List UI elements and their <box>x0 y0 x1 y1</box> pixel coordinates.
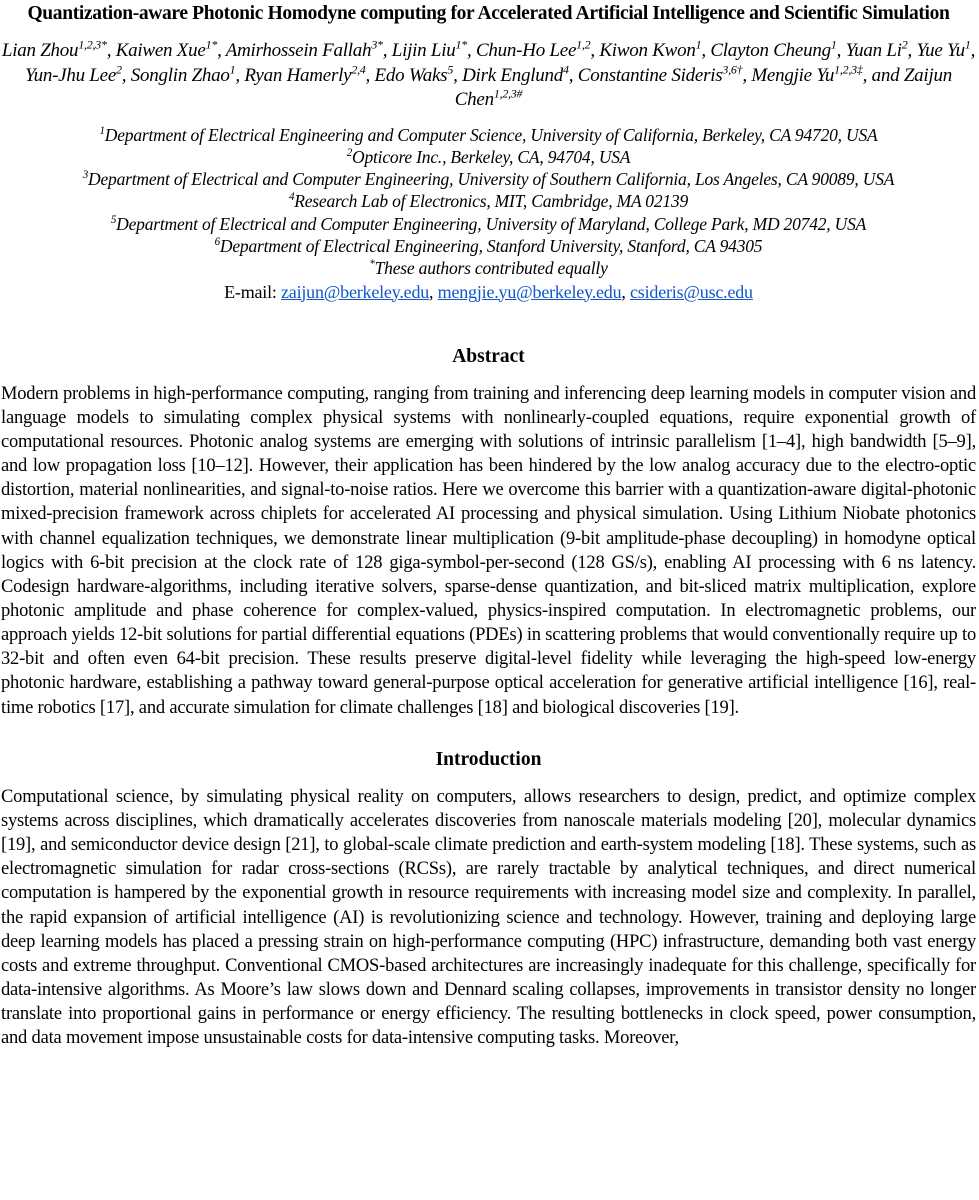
email-label: E-mail: <box>224 281 281 302</box>
paper-title: Quantization-aware Photonic Homodyne computing for Accelerated Artificial Intelligence and Scientific Simulation <box>27 3 950 24</box>
author-superscript: 1 <box>695 37 702 52</box>
author: Constantine Sideris$^{3,6\dagger}$ <box>577 62 743 86</box>
author: and Zaijun Chen$^{1,2,3\#}$ <box>454 64 952 110</box>
affiliation-list <box>1 124 976 258</box>
author-superscript: 1* <box>455 37 467 52</box>
author-superscript: 1* <box>205 37 218 52</box>
affiliation: $^3$Department of Electrical and Computer Engineering, University of Southern California, Los Angeles, CA 90089, USA <box>82 169 895 190</box>
author-list: Lian Zhou$^{1,2,3*}$, Kaiwen Xue$^{1*}$, Amirhossein Fallah$^{3*}$, Lijin Liu$^{1*}$, Chun-Ho Lee$^{1,2}$, Kiwon Kwon$^1$, Clayton Cheung$^1$, Yuan Li$^2$, Yue Yu$^1$, Yun-Jhu Lee$^2$, Songlin Zhao$^1$, Ryan Hamerly$^{2,4}$, Edo Waks$^5$, Dirk Englund$^4$, Constantine Sideris$^{3,6\dagger}$, Mengjie $Yu^{1,2,3\ddagger}$, and Zaijun Chen$^{1,2,3\#}$ <box>1 37 976 110</box>
author-superscript: 1,2,3# <box>493 86 523 101</box>
author-superscript: 1,2 <box>576 37 591 52</box>
author-superscript: 2 <box>901 37 908 52</box>
introduction-heading: Introduction <box>435 748 542 770</box>
author: Lian Zhou$^{1,2,3*}$ <box>1 37 107 61</box>
affiliation: $^4$Research Lab of Electronics, MIT, Cambridge, MA 02139 <box>288 191 689 212</box>
author: Amirhossein Fallah$^{3*}$ <box>225 37 383 61</box>
affiliation-superscript: 3 <box>82 169 89 182</box>
abstract-text: Modern problems in high-performance computing, ranging from training and inferencing deep learning models in computer vision and language models to simulating complex physical systems with nonlinearly-coupled equations, require exponential growth of computational resources. Photonic analog systems are emerging with solutions of intrinsic parallelism [1–4], high bandwidth [5–9], and low propagation loss [10–12]. However, their application has been hindered by the low analog accuracy due to the electro-optic distortion, material nonlinearities, and signal-to-noise ratios. Here we overcome this barrier with a quantization-aware digital-photonic mixed-precision framework across chiplets for accelerated AI processing and physical simulation. Using Lithium Niobate photonics with channel equalization techniques, we demonstrate linear multiplication (9-bit amplitude-phase decoupling) in homodyne optical logics with 6-bit precision at the clock rate of 128 giga-symbol-per-second (128 GS/s), enabling AI processing with 6 ns latency. Codesign hardware-algorithms, including iterative solvers, sparse-dense quantization, and bit-sliced matrix multiplication, explore photonic amplitude and phase coherence for complex-valued, physics-inspired computation. In electromagnetic problems, our approach yields 12-bit solutions for partial differential equations (PDEs) in scattering problems that would conventionally require up to 32-bit and often even 64-bit precision. These results preserve digital-level fidelity while leveraging the high-speed low-energy photonic hardware, establishing a pathway toward general-purpose optical acceleration for generative artificial intelligence [16], real-time robotics [17], and accurate simulation for climate challenges [18] and biological discoveries [19]. <box>1 383 976 718</box>
affiliation: $^6$Department of Electrical Engineering, Stanford University, Stanford, CA 94305 <box>214 235 763 256</box>
author: Clayton Cheung$^1$ <box>710 37 837 61</box>
author-superscript: 1 <box>229 62 236 77</box>
email-link[interactable]: mengjie.yu@berkeley.edu <box>437 281 622 302</box>
author-superscript: 3* <box>371 37 383 52</box>
email-line <box>1 280 976 305</box>
author: Yue Yu$^1$ <box>916 37 971 61</box>
equal-contribution-superscript: * <box>369 258 375 271</box>
email-link[interactable]: csideris@usc.edu <box>630 281 753 302</box>
affiliation-superscript: 4 <box>288 191 295 204</box>
author: Dirk Englund$^4$ <box>462 62 569 86</box>
author: Songlin Zhao$^1$ <box>130 62 236 86</box>
affiliation: $^5$Department of Electrical and Computer Engineering, University of Maryland, College Park, MD 20742, USA <box>110 213 867 234</box>
email-link[interactable]: zaijun@berkeley.edu <box>281 281 430 302</box>
author: Kaiwen Xue$^{1*}$ <box>115 37 218 61</box>
affiliation-superscript: 5 <box>110 213 117 226</box>
affiliation-superscript: 1 <box>99 124 105 137</box>
equal-contribution-note: *These authors contributed equally <box>369 258 608 279</box>
author: Mengjie $Yu^{1,2,3\ddagger}$ <box>751 62 863 86</box>
abstract-heading: Abstract <box>452 345 525 367</box>
author-superscript: 1 <box>830 37 837 52</box>
affiliation: $^1$Department of Electrical Engineering and Computer Science, University of California, Berkeley, CA 94720, USA <box>99 124 878 145</box>
author-superscript: 2 <box>116 62 122 77</box>
author-superscript: 4 <box>563 62 569 77</box>
author: Kiwon Kwon$^1$ <box>599 37 702 61</box>
introduction-text: Computational science, by simulating physical reality on computers, allows researchers to design, predict, and optimize complex systems across disciplines, which dramatically accelerates discoveries from nanoscale materials modeling [20], molecular dynamics [19], and semiconductor device design [21], to global-scale climate prediction and earth-system modeling [18]. These systems, such as electromagnetic simulation for radar cross-sections (RCSs), are rarely tractable by analytical techniques, and direct numerical computation is hampered by the exponential growth in resource requirements with increasing model size and complexity. In parallel, the rapid expansion of artificial intelligence (AI) is revolutionizing science and technology. However, training and deploying large deep learning models has placed a pressing strain on high-performance computing (HPC) infrastructure, demanding both vast energy costs and extreme throughput. Conventional CMOS-based architectures are increasingly inadequate for this challenge, specifically for data-intensive algorithms. As Moore’s law slows down and Dennard scaling collapses, improvements in transistor density no longer translate into proportional gains in performance or energy efficiency. The resulting bottlenecks in clock speed, power consumption, and data movement impose unsustainable costs for data-intensive computing tasks. Moreover, <box>1 786 976 1049</box>
email-link-list: zaijun@berkeley.edu, mengjie.yu@berkeley.edu, csideris@usc.edu <box>281 281 753 302</box>
author-superscript: 1,2,3‡ <box>834 62 863 77</box>
author: Lijin Liu$^{1*}$ <box>391 37 467 61</box>
author-superscript: 1,2,3* <box>78 37 107 52</box>
affiliation: $^2$Opticore Inc., Berkeley, CA, 94704, USA <box>346 146 631 167</box>
affiliation-superscript: 2 <box>346 146 353 159</box>
author-superscript: 1 <box>964 37 971 52</box>
author: Chun-Ho Lee$^{1,2}$ <box>476 37 591 61</box>
author-superscript: 3,6† <box>722 62 743 77</box>
affiliation-block <box>1 124 976 305</box>
author-superscript: 2,4 <box>351 62 366 77</box>
author: Ryan Hamerly$^{2,4}$ <box>244 62 366 86</box>
author: Edo Waks$^5$ <box>374 62 454 86</box>
author-superscript: 5 <box>447 62 454 77</box>
author: Yuan Li$^2$ <box>845 37 908 61</box>
affiliation-superscript: 6 <box>214 236 220 249</box>
author: Yun-Jhu Lee$^2$ <box>25 62 122 86</box>
